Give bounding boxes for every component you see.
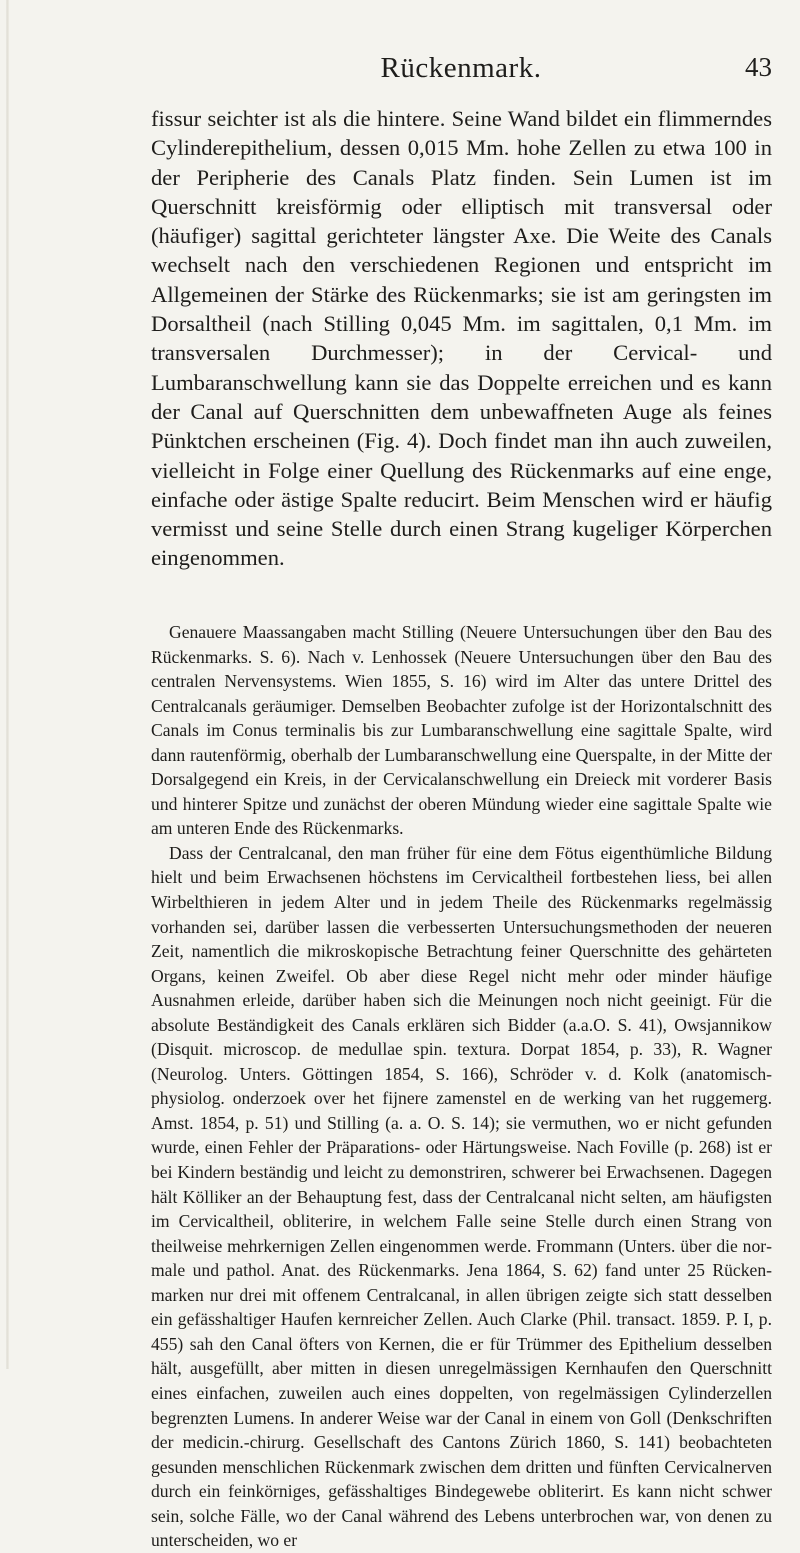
page-edge — [6, 0, 9, 1369]
notes-section — [151, 620, 772, 1553]
main-text — [151, 104, 772, 573]
running-title: Rückenmark. — [380, 52, 542, 84]
page-header — [150, 52, 772, 92]
main-paragraph: fissur seichter ist als die hintere. Seine Wand bildet ein flimmerndes Cylinderepithelium, dessen 0,015 Mm. hohe Zellen zu etwa 100 in der Peripherie des Canals Platz finden. Sein Lumen ist im Querschnitt kreisförmig oder elliptisch mit transversal oder (häufiger) sagittal gerichteter längster Axe. Die Weite des Canals wechselt nach den verschiedenen Regionen und entspricht im Allgemeinen der Stärke des Rückenmarks; sie ist am geringsten im Dorsaltheil (nach Stilling 0,045 Mm. im sagittalen, 0,1 Mm. im transversalen Durchmesser); in der Cervical- und Lumbaranschwellung kann sie das Doppelte erreichen und es kann der Canal auf Querschnitten dem unbewaffneten Auge als feines Pünktchen erscheinen (Fig. 4). Doch findet man ihn auch zuweilen, vielleicht in Folge einer Quellung des Rückenmarks auf eine enge, einfache oder ästige Spalte reducirt. Beim Menschen wird er häufig vermisst und seine Stelle durch einen Strang kugeliger Körperchen eingenommen. — [151, 106, 772, 571]
note-paragraph-1: Genauere Maassangaben macht Stilling (Neuere Untersuchungen über den Bau des Rückenmarks. S. 6). Nach v. Lenhossek (Neuere Untersuchungen über den Bau des centralen Nervensystems. Wien 1855, S. 16) wird im Alter das untere Drittel des Centralcanals geräumiger. Demselben Beobachter zufolge ist der Horizontalschnitt des Canals im Conus terminalis bis zur Lumbaranschwellung eine sagittale Spalte, wird dann rautenförmig, oberhalb der Lumbaranschwellung eine Querspalte, in der Mitte der Dorsalgegend ein Kreis, in der Cervicalanschwellung ein Dreieck mit vorderer Basis und hinterer Spitze und zunächst der oberen Mündung wieder eine sagittale Spalte wie am unteren Ende des Rückenmarks. — [151, 622, 772, 839]
note-paragraph-2: Dass der Centralcanal, den man früher für eine dem Fötus eigenthümliche Bildung hielt und beim Erwachsenen höchstens im Cervicaltheil fortbestehen liess, bei allen Wirbelthieren in jedem Alter und in jedem Theile des Rückenmarks regelmässig vorhanden sei, darüber lassen die verbesserten Untersuchungsmethoden der neueren Zeit, namentlich die mikroskopische Betrachtung feiner Querschnitte des gehärteten Organs, keinen Zweifel. Ob aber diese Regel nicht mehr oder minder häufige Ausnahmen erleide, darüber haben sich die Meinungen noch nicht geeinigt. Für die absolute Beständigkeit des Canals erklären sich Bidder (a.a.O. S. 41), Owsjannikow (Disquit. microscop. de medullae spin. textura. Dorpat 1854, p. 33), R. Wagner (Neurolog. Unters. Göttingen 1854, S. 166), Schröder v. d. Kolk (anatomisch-physiolog. onderzoek over het fijnere zamenstel en de werking van het ruggemerg. Amst. 1854, p. 51) und Stilling (a. a. O. S. 14); sie vermuthen, wo er nicht gefunden wurde, einen Fehler der Präparations- oder Härtungsweise. Nach Foville (p. 268) ist er bei Kindern beständig und leicht zu demonstriren, schwerer bei Erwachsenen. Dagegen hält Kölliker an der Behauptung fest, dass der Centralcanal nicht selten, am häufigsten im Cervicaltheil, obliterire, in welchem Falle seine Stelle durch einen Strang von theilweise mehrkernigen Zellen eingenommen werde. Frommann (Unters. über die normale und pathol. Anat. des Rückenmarks. Jena 1864, S. 62) fand unter 25 Rückenmarken nur drei mit offenem Centralcanal, in allen übrigen zeigte sich statt desselben ein gefässhaltiger Haufen kernreicher Zellen. Auch Clarke (Phil. transact. 1859. P. I, p. 455) sah den Canal öfters von Kernen, die er für Trümmer des Epithelium desselben hält, ausgefüllt, aber mitten in diesen unregelmässigen Kernhaufen den Querschnitt eines einfachen, zuweilen auch eines doppelten, von regelmässigen Cylinderzellen begrenzten Lumens. In anderer Weise war der Canal in einem von Goll (Denkschriften der medicin.-chirurg. Gesellschaft des Cantons Zürich 1860, S. 141) beobachteten gesunden menschlichen Rückenmark zwischen dem dritten und fünften Cervicalnerven durch ein feinkörniges, gefässhaltiges Bindegewebe obliterirt. Es kann nicht schwer sein, solche Fälle, wo der Canal während des Lebens unterbrochen war, von denen zu unterscheiden, wo er — [151, 842, 772, 1551]
page-number: 43 — [745, 52, 772, 82]
